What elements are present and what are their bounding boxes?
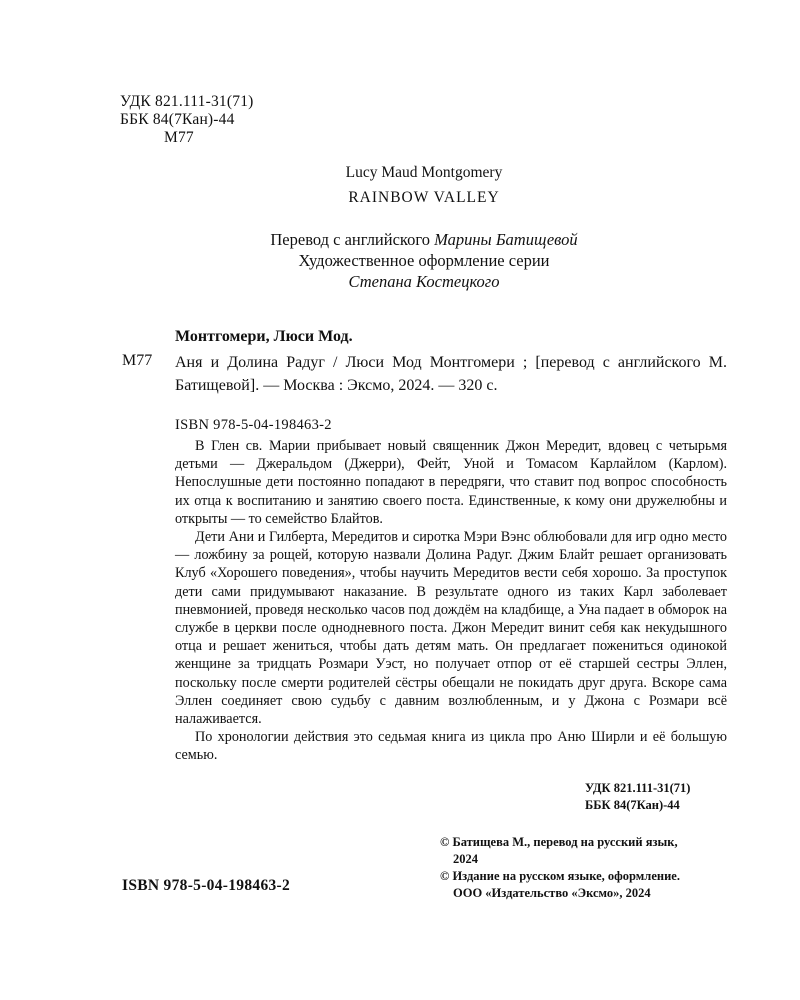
translation-prefix: Перевод с английского [270, 230, 435, 249]
original-author: Lucy Maud Montgomery [345, 164, 503, 181]
isbn-entry: ISBN 978-5-04-198463-2 [175, 417, 332, 433]
copyright-translation: © Батищева М., перевод на русский язык, [440, 835, 678, 849]
copyright-block [440, 834, 740, 902]
copyright-edition: © Издание на русском языке, оформление. [440, 869, 680, 883]
original-title: RAINBOW VALLEY [348, 189, 500, 206]
entry-author-heading: Монтгомери, Люси Мод. [175, 328, 353, 345]
entry-call-code: М77 [122, 352, 153, 369]
credits-block [0, 229, 800, 292]
annotation-paragraph: В Глен св. Марии прибывает новый священник Джон Мередит, вдовец с четырьмя детьми — Джеральдом (Джерри), Фейт, Уной и Томасом Карлайлом (Карлом). Непослушные дети постоянно попадают в передряги, что ставит под вопрос способность их отца к воспитанию и занятию своего поста. Единственные, к кому они дружелюбны и открыты — то семейство Блайтов. [175, 438, 727, 527]
footer-udk: УДК 821.111-31(71) [585, 781, 691, 795]
designer-name: Степана Костецкого [348, 272, 500, 291]
design-label: Художественное оформление серии [298, 251, 550, 270]
bbk-code: ББК 84(7Кан)-44 [120, 111, 235, 128]
footer-classification [585, 780, 690, 814]
author-mark: М77 [164, 129, 194, 146]
translation-credit [0, 229, 800, 250]
annotation-paragraph: Дети Ани и Гилберта, Мередитов и сиротка Мэри Вэнс облюбовали для игр одно место — ложбину за рощей, которую назвали Долина Радуг. Джим Блайт решает организовать Клуб «Хорошего поведения», чтобы научить Мередитов вести себя хорошо. За проступок дети сами придумывают наказание. В результате одного из таких Карл заболевает пневмонией, проведя несколько часов под дождём на кладбище, а Уна падает в обморок на службе в церкви после однодневного поста. Джон Мередит винит себя как некудышного отца и решает жениться, чтобы дать детям мать. Он предлагает пожениться одинокой женщине за тридцать Розмари Уэст, но получает отпор от её старшей сестры Эллен, поскольку после смерти родителей сёстры обещали не покидать друг друга. Вскоре сама Эллен соединяет свою судьбу с давним возлюбленным, и у Джона с Розмари всё налаживается. [175, 529, 727, 728]
copyright-publisher: ООО «Издательство «Эксмо», 2024 [453, 886, 651, 900]
classification-block [120, 93, 254, 147]
bibliographic-citation: Аня и Долина Радуг / Люси Мод Монтгомери ; [перевод с английского М. Батищевой]. — Москва : Эксмо, 2024. — 320 с. [175, 354, 727, 394]
isbn-footer: ISBN 978-5-04-198463-2 [122, 877, 291, 894]
annotation-paragraph: По хронологии действия это седьмая книга из цикла про Аню Ширли и её большую семью. [175, 729, 727, 764]
annotation [175, 437, 727, 765]
udk-code: УДК 821.111-31(71) [120, 93, 254, 110]
footer-bbk: ББК 84(7Кан)-44 [585, 798, 680, 812]
translator-name: Марины Батищевой [434, 230, 578, 249]
copyright-translation-year: 2024 [453, 852, 478, 866]
